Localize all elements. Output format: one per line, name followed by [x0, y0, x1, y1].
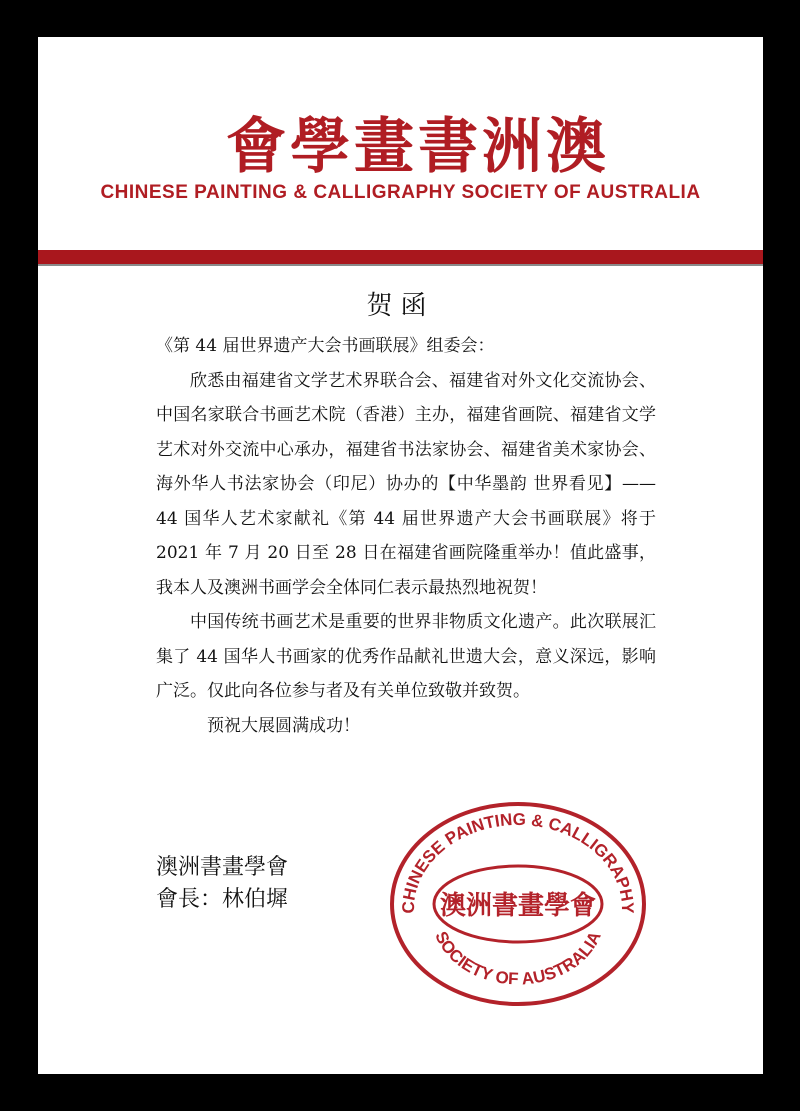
letter-title: 贺函	[366, 291, 435, 321]
seal-center-text: 澳洲書畫學會	[439, 891, 597, 921]
letter-body	[156, 329, 656, 743]
letter-closing: 预祝大展圆满成功！	[207, 715, 360, 736]
signature-block	[156, 852, 288, 916]
signature-president: 會長：林伯墀	[156, 887, 289, 912]
signature-organization: 澳洲書畫學會	[156, 855, 289, 880]
header-divider-line	[38, 264, 763, 266]
society-seal	[388, 799, 648, 1009]
seal-top-text: CHINESE PAINTING & CALLIGRAPHY	[398, 809, 638, 914]
society-logo-chinese: 會學畫書洲澳	[226, 112, 610, 182]
letter-page	[38, 37, 763, 1074]
letter-paragraph-2: 中国传统书画艺术是重要的世界非物质文化遗产。此次联展汇集了 44 国华人书画家的优秀作品献礼世遗大会，意义深远，影响广泛。仅此向各位参与者及有关单位致敬并致贺。	[156, 612, 656, 701]
society-logo-english: CHINESE PAINTING & CALLIGRAPHY SOCIETY OF AUSTRALIA	[100, 182, 701, 203]
letter-salutation: 《第 44 届世界遗产大会书画联展》组委会：	[156, 336, 495, 356]
header-red-bar	[38, 250, 763, 264]
letter-paragraph-1: 欣悉由福建省文学艺术界联合会、福建省对外文化交流协会、中国名家联合书画艺术院（香港）主办，福建省画院、福建省文学艺术对外交流中心承办，福建省书法家协会、福建省美术家协会、海外华人书法家协会（印尼）协办的【中华墨韵 世界看见】——44 国华人艺术家献礼《第 44 届世界遗产大会书画联展》将于 2021 年 7 月 20 日至 28 日在福建省画院隆重举办！值此盛事，我本人及澳洲书画学会全体同仁表示最热烈地祝贺！	[156, 370, 656, 598]
seal-bottom-text: SOCIETY OF AUSTRALIA	[431, 928, 605, 989]
